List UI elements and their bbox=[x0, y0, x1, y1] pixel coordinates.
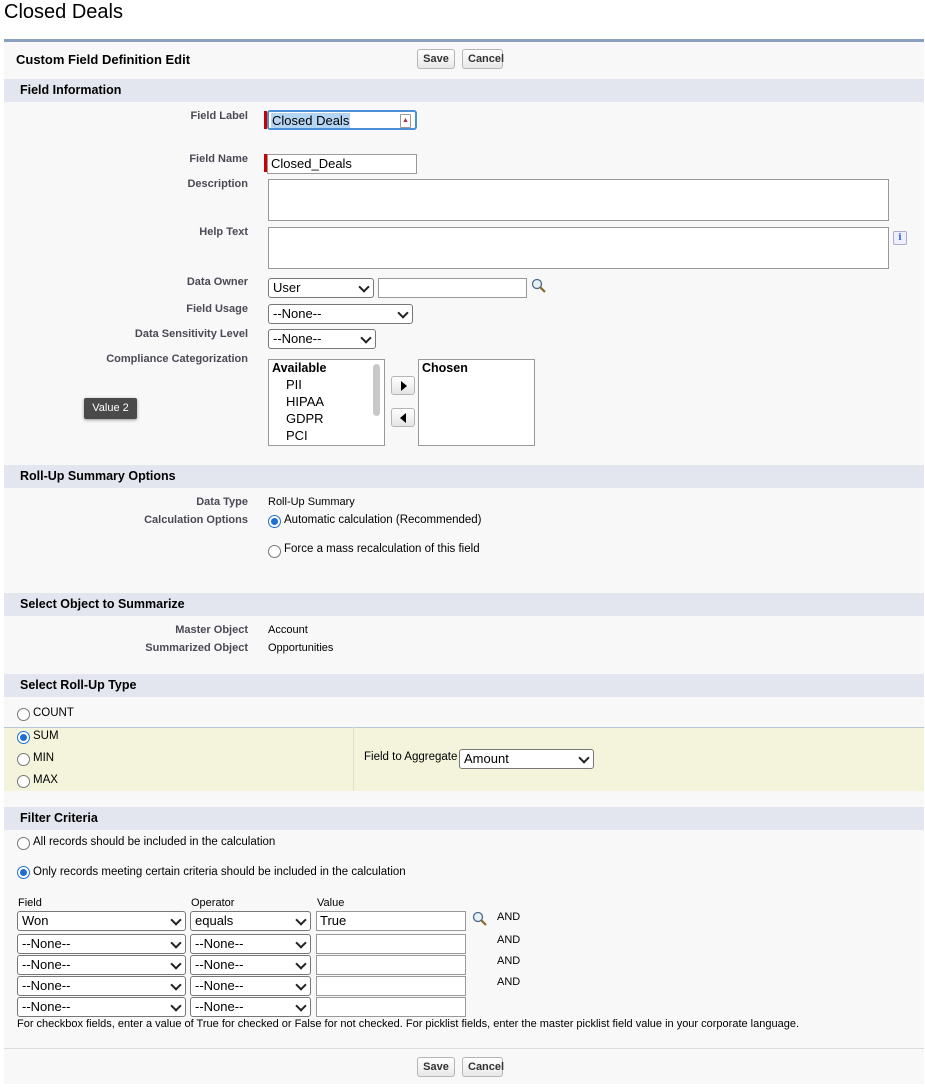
max-label: MAX bbox=[33, 774, 58, 786]
tooltip: Value 2 bbox=[84, 398, 137, 419]
filter-field-select[interactable]: --None-- bbox=[17, 955, 186, 975]
compliance-available-list[interactable] bbox=[268, 359, 385, 446]
summarized-object-label: Summarized Object bbox=[145, 642, 248, 654]
data-owner-label: Data Owner bbox=[186, 276, 248, 288]
calc-auto-label: Automatic calculation (Recommended) bbox=[284, 514, 482, 526]
filter-operator-select[interactable]: --None-- bbox=[190, 934, 311, 954]
all-records-label: All records should be included in the calculation bbox=[33, 836, 276, 848]
list-scrollbar[interactable] bbox=[373, 364, 380, 416]
conjunction-label: AND bbox=[497, 934, 521, 946]
available-option[interactable]: HIPAA bbox=[286, 394, 325, 409]
sum-label: SUM bbox=[33, 730, 59, 742]
field-usage-label: Field Usage bbox=[186, 303, 248, 315]
arrow-left-icon bbox=[400, 413, 406, 423]
conjunction-label: AND bbox=[497, 976, 521, 988]
page-title: Closed Deals bbox=[4, 1, 123, 23]
sum-radio[interactable] bbox=[17, 731, 30, 744]
remove-button[interactable] bbox=[391, 408, 415, 427]
filter-value-input[interactable] bbox=[316, 934, 466, 954]
filter-field-select[interactable]: --None-- bbox=[17, 934, 186, 954]
calc-force-label: Force a mass recalculation of this field bbox=[284, 543, 480, 555]
arrow-right-icon bbox=[401, 381, 407, 391]
col-operator-header: Operator bbox=[191, 897, 235, 909]
field-usage-select[interactable]: --None-- bbox=[268, 304, 413, 324]
description-label: Description bbox=[187, 178, 248, 190]
filter-field-select[interactable]: Won bbox=[17, 911, 186, 931]
calc-options-label: Calculation Options bbox=[144, 514, 248, 526]
only-records-radio[interactable] bbox=[17, 866, 30, 879]
available-option[interactable]: PCI bbox=[286, 428, 308, 443]
compliance-chosen-list[interactable] bbox=[418, 359, 535, 446]
chosen-header: Chosen bbox=[422, 361, 468, 375]
calc-auto-radio[interactable] bbox=[268, 515, 281, 528]
all-records-radio[interactable] bbox=[17, 837, 30, 850]
max-radio[interactable] bbox=[17, 775, 30, 788]
aggregate-label: Field to Aggregate bbox=[364, 751, 458, 763]
summarized-object-value: Opportunities bbox=[268, 642, 334, 654]
description-textarea[interactable] bbox=[268, 179, 889, 221]
edit-header-title: Custom Field Definition Edit bbox=[16, 52, 191, 67]
add-button[interactable] bbox=[391, 376, 415, 395]
filter-value-input[interactable] bbox=[316, 997, 466, 1017]
save-button-bottom[interactable]: Save bbox=[417, 1057, 455, 1077]
conjunction-label: AND bbox=[497, 911, 521, 923]
help-text-label: Help Text bbox=[199, 226, 248, 238]
filter-value-input[interactable] bbox=[316, 955, 466, 975]
section-field-information: Field Information bbox=[4, 79, 924, 102]
compliance-label: Compliance Categorization bbox=[106, 353, 248, 365]
col-field-header: Field bbox=[18, 897, 42, 909]
filter-operator-select[interactable]: --None-- bbox=[190, 997, 311, 1017]
available-header: Available bbox=[272, 361, 327, 375]
data-sensitivity-label: Data Sensitivity Level bbox=[134, 328, 248, 340]
master-object-label: Master Object bbox=[175, 624, 248, 636]
master-object-value: Account bbox=[268, 624, 308, 636]
filter-value-input[interactable] bbox=[316, 976, 466, 996]
cancel-button-bottom[interactable]: Cancel bbox=[462, 1057, 503, 1077]
available-option[interactable]: GDPR bbox=[286, 411, 324, 426]
min-label: MIN bbox=[33, 752, 55, 764]
save-button-top[interactable]: Save bbox=[417, 49, 455, 69]
section-rollup-type: Select Roll-Up Type bbox=[4, 674, 924, 697]
rollup-divider bbox=[353, 727, 354, 791]
filter-field-select[interactable]: --None-- bbox=[17, 976, 186, 996]
data-owner-type-select[interactable]: User bbox=[268, 278, 374, 298]
data-type-value: Roll-Up Summary bbox=[268, 496, 355, 508]
calc-force-radio[interactable] bbox=[268, 545, 281, 558]
cancel-button-top[interactable]: Cancel bbox=[462, 49, 503, 69]
filter-footnote: For checkbox fields, enter a value of True for checked or False for not checked. For picklist fields, enter the master picklist field value in your corporate language. bbox=[17, 1018, 799, 1030]
autofill-icon[interactable]: ▲ bbox=[400, 114, 411, 128]
footer-divider bbox=[4, 1048, 924, 1049]
section-rollup-options: Roll-Up Summary Options bbox=[4, 465, 924, 488]
data-sensitivity-select[interactable]: --None-- bbox=[268, 329, 376, 349]
field-label-input[interactable]: Closed Deals ▲ bbox=[267, 110, 417, 130]
count-radio[interactable] bbox=[17, 708, 30, 721]
filter-operator-select[interactable]: --None-- bbox=[190, 955, 311, 975]
filter-operator-select[interactable]: --None-- bbox=[190, 976, 311, 996]
field-name-input[interactable]: Closed_Deals bbox=[267, 154, 417, 174]
lookup-icon[interactable] bbox=[531, 278, 547, 294]
filter-field-select[interactable]: --None-- bbox=[17, 997, 186, 1017]
col-value-header: Value bbox=[317, 897, 345, 909]
min-radio[interactable] bbox=[17, 753, 30, 766]
filter-operator-select[interactable]: equals bbox=[190, 911, 311, 931]
count-label: COUNT bbox=[33, 707, 74, 719]
available-option[interactable]: PII bbox=[286, 377, 302, 392]
help-text-textarea[interactable] bbox=[268, 227, 889, 269]
conjunction-label: AND bbox=[497, 955, 521, 967]
lookup-icon[interactable] bbox=[472, 911, 488, 927]
section-filter: Filter Criteria bbox=[4, 807, 924, 830]
only-records-label: Only records meeting certain criteria should be included in the calculation bbox=[33, 866, 406, 878]
data-owner-input[interactable] bbox=[378, 278, 527, 298]
section-summarize: Select Object to Summarize bbox=[4, 593, 924, 616]
field-label-label: Field Label bbox=[190, 110, 248, 122]
aggregate-select[interactable]: Amount bbox=[459, 749, 594, 769]
filter-value-input[interactable]: True bbox=[316, 911, 466, 931]
info-icon[interactable]: i bbox=[893, 231, 907, 245]
data-type-label: Data Type bbox=[196, 496, 248, 508]
field-name-label: Field Name bbox=[189, 153, 248, 165]
